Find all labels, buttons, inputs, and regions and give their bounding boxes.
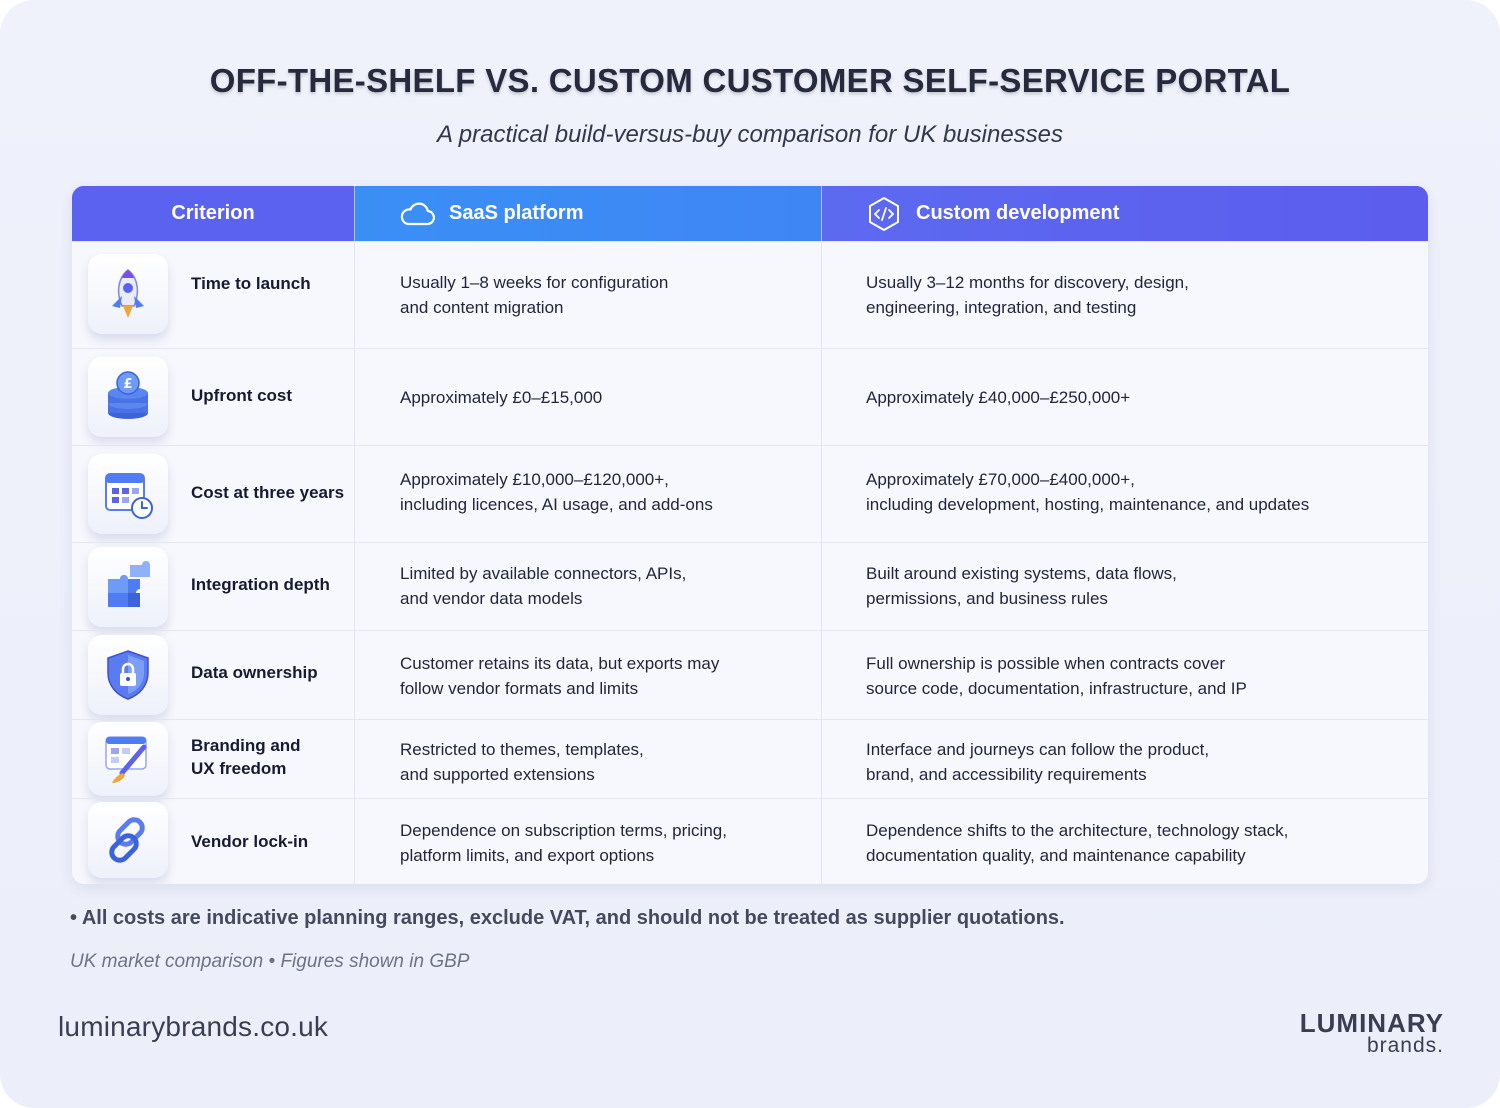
footnote: • All costs are indicative planning ranges, exclude VAT, and should not be treated as supplier quotations.	[70, 907, 1065, 929]
table-row	[72, 719, 1428, 799]
table-row	[72, 542, 1428, 631]
custom-cell: Full ownership is possible when contracts cover source code, documentation, infrastructure, and IP	[866, 654, 1247, 698]
header-criterion	[72, 186, 354, 241]
header-saas	[355, 186, 820, 241]
custom-cell: Interface and journeys can follow the product, brand, and accessibility requirements	[866, 740, 1210, 784]
table-row	[72, 348, 1428, 446]
saas-cell: Limited by available connectors, APIs, and vendor data models	[400, 564, 687, 608]
rocket-icon	[88, 254, 168, 334]
criterion-cell	[72, 349, 354, 446]
custom-cell: Built around existing systems, data flows, permissions, and business rules	[866, 564, 1177, 608]
design-brush-icon	[88, 722, 168, 796]
criterion-label: Branding and UX freedom	[191, 736, 301, 778]
custom-cell: Approximately £70,000–£400,000+, including development, hosting, maintenance, and updates	[866, 470, 1310, 514]
puzzle-icon	[88, 547, 168, 627]
criterion-cell	[72, 543, 354, 631]
shield-lock-icon	[88, 635, 168, 715]
saas-cell: Approximately £0–£15,000	[400, 388, 603, 407]
code-icon	[866, 196, 902, 232]
header-custom-label: Custom development	[916, 202, 1120, 224]
logo-line1: LUMINARY	[1299, 1008, 1444, 1038]
custom-cell: Usually 3–12 months for discovery, design, engineering, integration, and testing	[866, 273, 1189, 317]
custom-cell: Dependence shifts to the architecture, technology stack, documentation quality, and maintenance capability	[866, 821, 1289, 865]
table-row	[72, 630, 1428, 720]
saas-cell: Dependence on subscription terms, pricing, platform limits, and export options	[400, 821, 727, 865]
criterion-label: Cost at three years	[191, 483, 345, 502]
criterion-cell	[72, 446, 354, 543]
footnote-sub: UK market comparison • Figures shown in GBP	[70, 951, 470, 972]
saas-cell: Restricted to themes, templates, and supported extensions	[400, 740, 644, 784]
header-criterion-label: Criterion	[171, 202, 255, 224]
criterion-label: Upfront cost	[191, 386, 293, 405]
saas-cell: Approximately £10,000–£120,000+, including licences, AI usage, and add-ons	[400, 470, 713, 514]
custom-cell: Approximately £40,000–£250,000+	[866, 388, 1131, 407]
criterion-cell	[72, 799, 354, 884]
chain-link-icon	[88, 802, 168, 878]
table-header	[72, 186, 1428, 241]
criterion-cell	[72, 242, 354, 349]
table-row	[72, 445, 1428, 543]
table-row	[72, 798, 1428, 884]
comparison-table	[72, 186, 1428, 884]
brand-logo	[1300, 1010, 1444, 1056]
criterion-label: Integration depth	[191, 575, 330, 594]
website-link[interactable]: luminarybrands.co.uk	[58, 1011, 329, 1042]
criterion-label: Data ownership	[191, 663, 318, 682]
saas-cell: Customer retains its data, but exports may follow vendor formats and limits	[400, 654, 720, 698]
criterion-cell	[72, 631, 354, 720]
header-custom	[822, 186, 1428, 241]
cloud-icon	[399, 196, 435, 232]
page-subtitle: A practical build-versus-buy comparison for UK businesses	[436, 121, 1064, 148]
svg-text:£: £	[123, 377, 133, 392]
page-title: OFF-THE-SHELF VS. CUSTOM CUSTOMER SELF-SERVICE PORTAL	[209, 62, 1291, 99]
criterion-cell	[72, 720, 354, 799]
calendar-clock-icon	[88, 454, 168, 534]
saas-cell: Usually 1–8 weeks for configuration and content migration	[400, 273, 669, 317]
table-row	[72, 241, 1428, 349]
logo-line2: brands.	[1366, 1034, 1444, 1057]
criterion-label: Vendor lock-in	[191, 832, 309, 851]
coin-stack-icon	[88, 357, 168, 437]
header-saas-label: SaaS platform	[449, 202, 584, 224]
criterion-label: Time to launch	[191, 274, 311, 293]
